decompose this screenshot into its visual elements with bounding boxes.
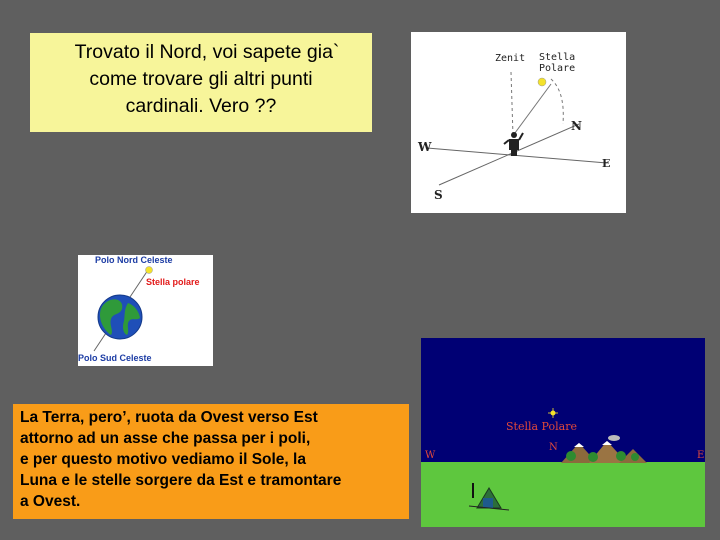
east-label: E [602,157,611,170]
north-label: N [571,119,582,133]
explanation-line-4: Luna e le stelle sorgere da Est e tramontare [20,472,342,489]
explanation-line-2: attorno ad un asse che passa per i poli, [20,430,311,447]
polar-star-label-line-1: Stella [539,52,576,63]
north-label: N [549,442,558,453]
zenith-label: Zenit [495,53,526,64]
explanation-line-3: e per questo motivo vediamo il Sole, la [20,451,306,468]
north-celestial-pole-label: Polo Nord Celeste [95,255,173,265]
earth-axis-diagram [78,255,213,366]
explanation-line-5: a Ovest. [20,493,81,510]
east-label: E [697,450,705,461]
polar-star-label: Stella Polare [506,420,577,433]
polar-star-label: Stella polare [146,277,200,287]
night-sky-scene [421,338,705,527]
polar-star-dot [146,267,153,274]
polar-star-icon [548,408,558,418]
observer-figure [504,132,523,156]
intro-text-box [30,33,372,132]
south-celestial-pole-label: Polo Sud Celeste [78,353,152,363]
mountains-icon [561,435,647,463]
earth-globe-icon [98,295,142,339]
tent-icon [469,483,509,510]
west-label: W [418,140,432,154]
intro-line-3: cardinali. Vero ?? [125,95,277,117]
intro-line-2: come trovare gli altri punti [89,68,313,90]
intro-line-1: Trovato il Nord, voi sapete gia` [74,41,340,63]
explanation-line-1: La Terra, pero’, ruota da Ovest verso Est [20,409,318,426]
south-label: S [434,188,443,202]
polar-star-label-line-2: Polare [539,63,576,74]
explanation-text-box [13,404,409,519]
polar-star-dot [538,78,546,86]
polar-star-label [539,52,575,74]
zenith-diagram [411,32,626,213]
earth-axis-drawing [78,255,213,366]
west-label: W [425,450,436,461]
